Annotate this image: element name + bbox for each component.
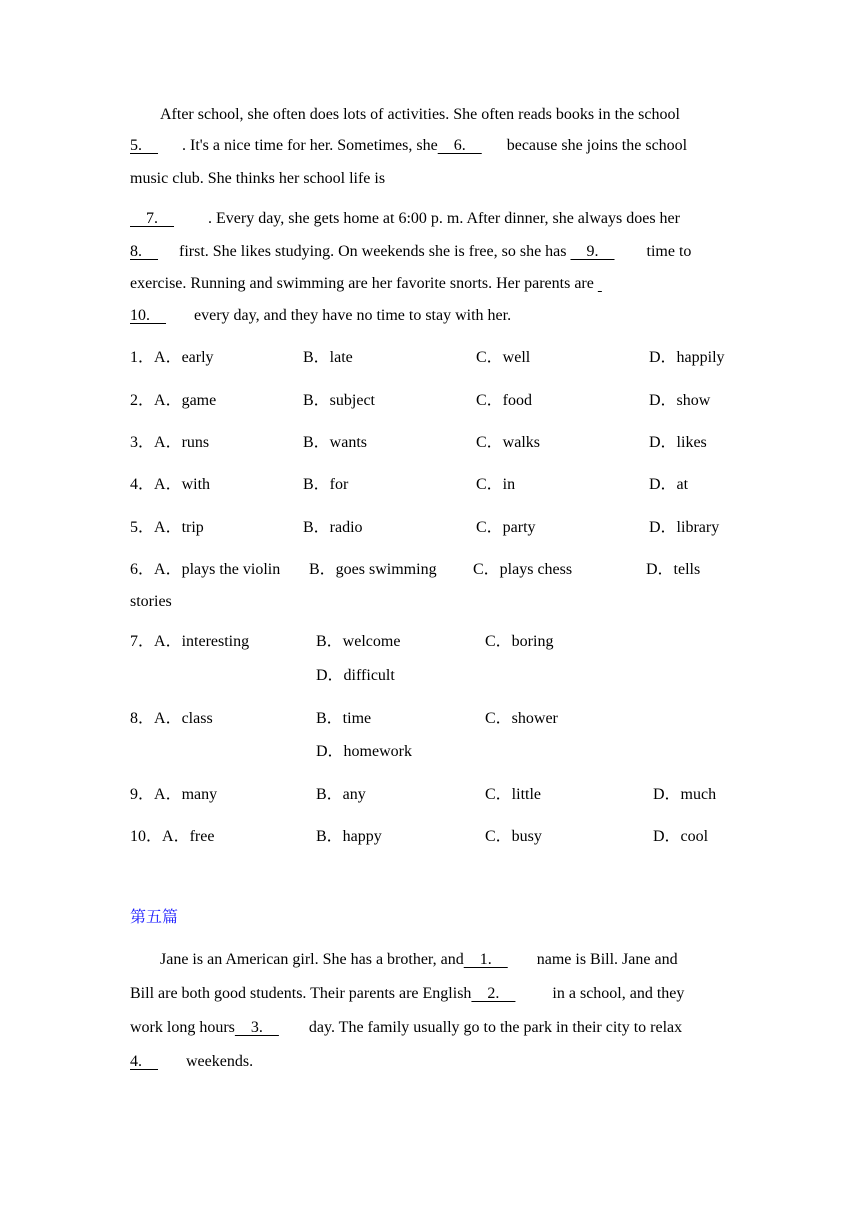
question-9: 9．A．many bbox=[130, 786, 218, 803]
option-a[interactable]: A．runs bbox=[154, 434, 210, 451]
option-b[interactable]: B．late bbox=[303, 349, 353, 366]
option-c[interactable]: C．busy bbox=[485, 828, 542, 845]
option-c[interactable]: C．walks bbox=[476, 434, 541, 451]
option-c[interactable]: C．well bbox=[476, 349, 531, 366]
section-heading: 第五篇 bbox=[130, 907, 179, 926]
option-d[interactable]: D．difficult bbox=[316, 667, 395, 684]
section5-line-3: work long hours 3. day. The family usually go to the park in their city to relax bbox=[130, 1019, 683, 1036]
option-d[interactable]: D．likes bbox=[649, 434, 707, 451]
section5-line-2: Bill are both good students. Their parents are English 2. in a school, and they bbox=[130, 985, 685, 1002]
option-c[interactable]: C．little bbox=[485, 786, 542, 803]
option-d[interactable]: D．at bbox=[649, 476, 689, 493]
option-a[interactable]: A．game bbox=[154, 392, 217, 409]
option-b[interactable]: B．subject bbox=[303, 392, 375, 409]
passage-line-7: 10. every day, and they have no time to stay with her. bbox=[130, 307, 512, 324]
section5-line-1: Jane is an American girl. She has a brother, and 1. name is Bill. Jane and bbox=[160, 951, 678, 968]
blank-5: 5. bbox=[130, 137, 159, 154]
option-c[interactable]: C．in bbox=[476, 476, 516, 493]
option-b[interactable]: B．for bbox=[303, 476, 349, 493]
question-4: 4．A．with bbox=[130, 476, 211, 493]
option-b[interactable]: B．any bbox=[316, 786, 366, 803]
option-a[interactable]: A．free bbox=[162, 828, 215, 845]
option-a[interactable]: A．plays the violin bbox=[154, 561, 281, 578]
question-5: 5．A．trip bbox=[130, 519, 204, 536]
option-b[interactable]: B．happy bbox=[316, 828, 382, 845]
blank-6: 6. bbox=[437, 137, 482, 154]
section5-line-4: 4. weekends. bbox=[130, 1053, 254, 1070]
option-a[interactable]: A．many bbox=[154, 786, 218, 803]
option-c[interactable]: C．food bbox=[476, 392, 533, 409]
option-d[interactable]: D．homework bbox=[316, 743, 412, 760]
blank-10: 10. bbox=[130, 307, 167, 324]
option-d[interactable]: D．much bbox=[653, 786, 717, 803]
passage-line-4: 7. . Every day, she gets home at 6:00 p. m. After dinner, she always does her bbox=[130, 210, 680, 227]
passage-line-5: 8. first. She likes studying. On weekends she is free, so she has 9. time to bbox=[130, 243, 692, 260]
question-1: 1．A．early bbox=[130, 349, 214, 366]
blank-7: 7. bbox=[130, 210, 175, 227]
blank-3: 3. bbox=[234, 1019, 279, 1036]
option-b[interactable]: B．time bbox=[316, 710, 372, 727]
question-7: 7．A．interesting bbox=[130, 633, 250, 650]
option-c[interactable]: C．boring bbox=[485, 633, 554, 650]
question-6: 6．A．plays the violin bbox=[130, 561, 281, 578]
blank-1: 1. bbox=[463, 951, 508, 968]
blank-2: 2. bbox=[471, 985, 516, 1002]
option-d[interactable]: D．cool bbox=[653, 828, 709, 845]
question-8: 8．A．class bbox=[130, 710, 213, 727]
question-2: 2．A．game bbox=[130, 392, 217, 409]
blank-9: 9. bbox=[570, 243, 615, 260]
question-3: 3．A．runs bbox=[130, 434, 210, 451]
option-d[interactable]: D．show bbox=[649, 392, 711, 409]
passage-line-2: 5. . It's a nice time for her. Sometimes, she 6. because she joins the school bbox=[130, 137, 688, 154]
question-10: 10．A．free bbox=[130, 828, 215, 845]
option-d[interactable]: D．happily bbox=[649, 349, 725, 366]
option-d[interactable]: D．tells bbox=[646, 561, 701, 578]
blank-8: 8. bbox=[130, 243, 159, 260]
option-b[interactable]: B．welcome bbox=[316, 633, 401, 650]
option-a[interactable]: A．with bbox=[154, 476, 211, 493]
option-a[interactable]: A．early bbox=[154, 349, 214, 366]
option-a[interactable]: A．trip bbox=[154, 519, 204, 536]
option-c[interactable]: C．plays chess bbox=[473, 561, 573, 578]
passage-line-6: exercise. Running and swimming are her favorite snorts. Her parents are bbox=[130, 275, 598, 292]
option-d[interactable]: D．library bbox=[649, 519, 720, 536]
option-d-continuation: stories bbox=[130, 593, 172, 610]
option-b[interactable]: B．goes swimming bbox=[309, 561, 437, 578]
option-b[interactable]: B．radio bbox=[303, 519, 363, 536]
passage-line-1: After school, she often does lots of activities. She often reads books in the school bbox=[160, 106, 680, 123]
passage-line-3: music club. She thinks her school life is bbox=[130, 170, 386, 187]
blank-4: 4. bbox=[130, 1053, 159, 1070]
option-c[interactable]: C．shower bbox=[485, 710, 558, 727]
option-a[interactable]: A．class bbox=[154, 710, 213, 727]
option-c[interactable]: C．party bbox=[476, 519, 536, 536]
option-b[interactable]: B．wants bbox=[303, 434, 368, 451]
option-a[interactable]: A．interesting bbox=[154, 633, 250, 650]
